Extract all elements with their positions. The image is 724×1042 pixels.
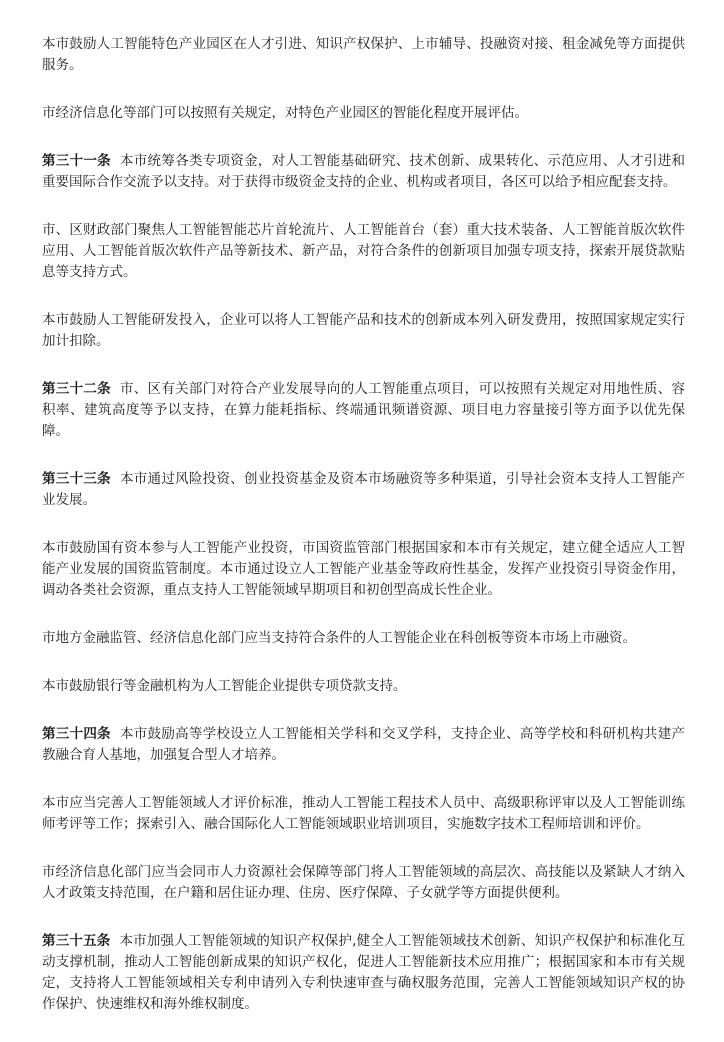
paragraph-text: 市经济信息化等部门可以按照有关规定，对特色产业园区的智能化程度开展评估。 — [42, 105, 528, 121]
article-number: 第三十五条 — [42, 933, 111, 949]
paragraph-finance-support — [42, 220, 685, 283]
paragraph-text: 本市通过风险投资、创业投资基金及资本市场融资等多种渠道，引导社会资本支持人工智能产业发展。 — [42, 471, 686, 508]
paragraph-listing-support — [42, 628, 685, 649]
paragraph-text: 市经济信息化部门应当会同市人力资源社会保障等部门将人工智能领域的高层次、高技能以及紧缺人才纳入人才政策支持范围，在户籍和居住证办理、住房、医疗保障、子女就学等方面提供便利。 — [42, 864, 685, 901]
paragraph-article-33 — [42, 469, 685, 511]
article-number: 第三十三条 — [42, 471, 111, 487]
article-number: 第三十四条 — [42, 726, 111, 742]
paragraph-text: 市、区财政部门聚焦人工智能智能芯片首轮流片、人工智能首台（套）重大技术装备、人工智能首版次软件应用、人工智能首版次软件产品等新技术、新产品，对符合条件的创新项目加强专项支持，探索开展贷款贴息等支持方式。 — [42, 222, 685, 280]
paragraph-text: 本市鼓励人工智能研发投入，企业可以将人工智能产品和技术的创新成本列入研发费用，按照国家规定实行加计扣除。 — [42, 312, 685, 349]
paragraph-text: 本市鼓励银行等金融机构为人工智能企业提供专项贷款支持。 — [42, 678, 407, 694]
paragraph-article-34 — [42, 724, 685, 766]
paragraph-bank-loans — [42, 676, 685, 697]
article-number: 第三十一条 — [42, 153, 111, 169]
paragraph-text: 本市统筹各类专项资金，对人工智能基础研究、技术创新、成果转化、示范应用、人才引进和重要国际合作交流予以支持。对于获得市级资金支持的企业、机构或者项目，各区可以给予相应配套支持。 — [42, 153, 686, 190]
paragraph-text: 本市加强人工智能领域的知识产权保护,健全人工智能领域技术创新、知识产权保护和标准化互动支撑机制，推动人工智能创新成果的知识产权化，促进人工智能新技术应用推广；根据国家和本市有关规定，支持将人工智能领域相关专利申请列入专利快速审查与确权服务范围，完善人工智能领域知识产权的协作保护、快速维权和海外维权制度。 — [42, 933, 686, 1012]
paragraph-text: 本市鼓励高等学校设立人工智能相关学科和交叉学科，支持企业、高等学校和科研机构共建产教融合育人基地，加强复合型人才培养。 — [42, 726, 686, 763]
document-body — [42, 34, 685, 1042]
paragraph-state-capital — [42, 538, 685, 601]
paragraph-text: 本市鼓励人工智能特色产业园区在人才引进、知识产权保护、上市辅导、投融资对接、租金减免等方面提供服务。 — [42, 36, 685, 73]
paragraph-article-35 — [42, 931, 685, 1015]
article-number: 第三十二条 — [42, 381, 111, 397]
paragraph-park-evaluation — [42, 103, 685, 124]
paragraph-article-31 — [42, 151, 685, 193]
paragraph-park-services — [42, 34, 685, 76]
paragraph-article-32 — [42, 379, 685, 442]
paragraph-text: 市、区有关部门对符合产业发展导向的人工智能重点项目，可以按照有关规定对用地性质、容积率、建筑高度等予以支持，在算力能耗指标、终端通讯频谱资源、项目电力容量接引等方面予以优先保障。 — [42, 381, 686, 439]
paragraph-talent-policy — [42, 862, 685, 904]
paragraph-text: 本市鼓励国有资本参与人工智能产业投资，市国资监管部门根据国家和本市有关规定，建立健全适应人工智能产业发展的国资监管制度。本市通过设立人工智能产业基金等政府性基金，发挥产业投资引导资金作用，调动各类社会资源，重点支持人工智能领域早期项目和初创型高成长性企业。 — [42, 540, 685, 598]
paragraph-rd-deduction — [42, 310, 685, 352]
paragraph-text: 市地方金融监管、经济信息化部门应当支持符合条件的人工智能企业在科创板等资本市场上市融资。 — [42, 630, 636, 646]
paragraph-text: 本市应当完善人工智能领域人才评价标准，推动人工智能工程技术人员中、高级职称评审以及人工智能训练师考评等工作；探索引入、融合国际化人工智能领域职业培训项目，实施数字技术工程师培训和评价。 — [42, 795, 685, 832]
paragraph-talent-evaluation — [42, 793, 685, 835]
